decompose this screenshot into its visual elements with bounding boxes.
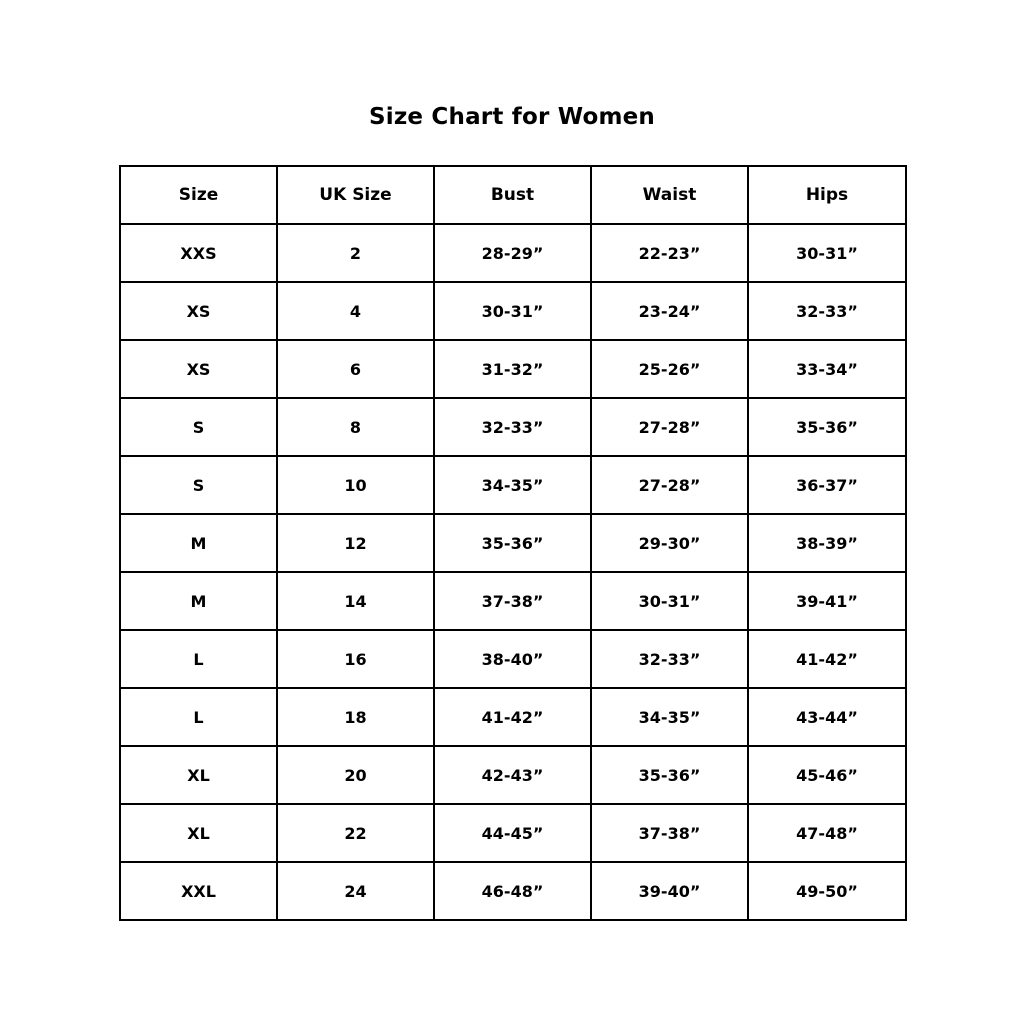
cell-hips: 47-48” [748, 804, 906, 862]
cell-hips: 32-33” [748, 282, 906, 340]
cell-waist: 29-30” [591, 514, 748, 572]
cell-waist: 37-38” [591, 804, 748, 862]
table-row [120, 572, 906, 630]
cell-waist: 23-24” [591, 282, 748, 340]
cell-waist: 22-23” [591, 224, 748, 282]
cell-uk-size: 14 [277, 572, 434, 630]
cell-waist: 27-28” [591, 398, 748, 456]
table-row [120, 282, 906, 340]
cell-size: XS [120, 282, 277, 340]
cell-bust: 41-42” [434, 688, 591, 746]
cell-size: XXS [120, 224, 277, 282]
cell-hips: 43-44” [748, 688, 906, 746]
cell-hips: 35-36” [748, 398, 906, 456]
table-row [120, 804, 906, 862]
cell-hips: 49-50” [748, 862, 906, 920]
table-row [120, 340, 906, 398]
cell-waist: 25-26” [591, 340, 748, 398]
cell-uk-size: 18 [277, 688, 434, 746]
cell-size: XS [120, 340, 277, 398]
cell-uk-size: 22 [277, 804, 434, 862]
table-row [120, 630, 906, 688]
cell-bust: 28-29” [434, 224, 591, 282]
cell-waist: 32-33” [591, 630, 748, 688]
cell-waist: 35-36” [591, 746, 748, 804]
table-row [120, 862, 906, 920]
cell-size: XXL [120, 862, 277, 920]
cell-uk-size: 12 [277, 514, 434, 572]
cell-hips: 33-34” [748, 340, 906, 398]
table-row [120, 688, 906, 746]
column-header-uk-size: UK Size [277, 166, 434, 224]
cell-bust: 34-35” [434, 456, 591, 514]
table-row [120, 746, 906, 804]
cell-uk-size: 16 [277, 630, 434, 688]
cell-waist: 27-28” [591, 456, 748, 514]
size-chart-table [119, 165, 907, 921]
cell-bust: 30-31” [434, 282, 591, 340]
table-body [120, 224, 906, 920]
cell-size: M [120, 514, 277, 572]
cell-hips: 39-41” [748, 572, 906, 630]
cell-uk-size: 8 [277, 398, 434, 456]
cell-uk-size: 6 [277, 340, 434, 398]
cell-hips: 30-31” [748, 224, 906, 282]
column-header-waist: Waist [591, 166, 748, 224]
cell-hips: 38-39” [748, 514, 906, 572]
cell-uk-size: 20 [277, 746, 434, 804]
cell-bust: 37-38” [434, 572, 591, 630]
cell-waist: 30-31” [591, 572, 748, 630]
table-row [120, 398, 906, 456]
table-row [120, 514, 906, 572]
cell-hips: 36-37” [748, 456, 906, 514]
cell-waist: 34-35” [591, 688, 748, 746]
cell-size: S [120, 456, 277, 514]
cell-hips: 45-46” [748, 746, 906, 804]
cell-bust: 35-36” [434, 514, 591, 572]
table-row [120, 456, 906, 514]
cell-bust: 38-40” [434, 630, 591, 688]
table-row [120, 224, 906, 282]
cell-uk-size: 24 [277, 862, 434, 920]
cell-bust: 31-32” [434, 340, 591, 398]
cell-bust: 46-48” [434, 862, 591, 920]
cell-uk-size: 2 [277, 224, 434, 282]
cell-size: S [120, 398, 277, 456]
column-header-bust: Bust [434, 166, 591, 224]
cell-size: XL [120, 804, 277, 862]
cell-hips: 41-42” [748, 630, 906, 688]
cell-waist: 39-40” [591, 862, 748, 920]
cell-size: XL [120, 746, 277, 804]
column-header-hips: Hips [748, 166, 906, 224]
cell-bust: 44-45” [434, 804, 591, 862]
table-header-row [120, 166, 906, 224]
cell-size: L [120, 688, 277, 746]
page-title: Size Chart for Women [368, 104, 655, 130]
cell-size: L [120, 630, 277, 688]
cell-uk-size: 4 [277, 282, 434, 340]
cell-bust: 32-33” [434, 398, 591, 456]
column-header-size: Size [120, 166, 277, 224]
size-table-container [119, 165, 905, 921]
cell-bust: 42-43” [434, 746, 591, 804]
table-header [120, 166, 906, 224]
cell-size: M [120, 572, 277, 630]
cell-uk-size: 10 [277, 456, 434, 514]
